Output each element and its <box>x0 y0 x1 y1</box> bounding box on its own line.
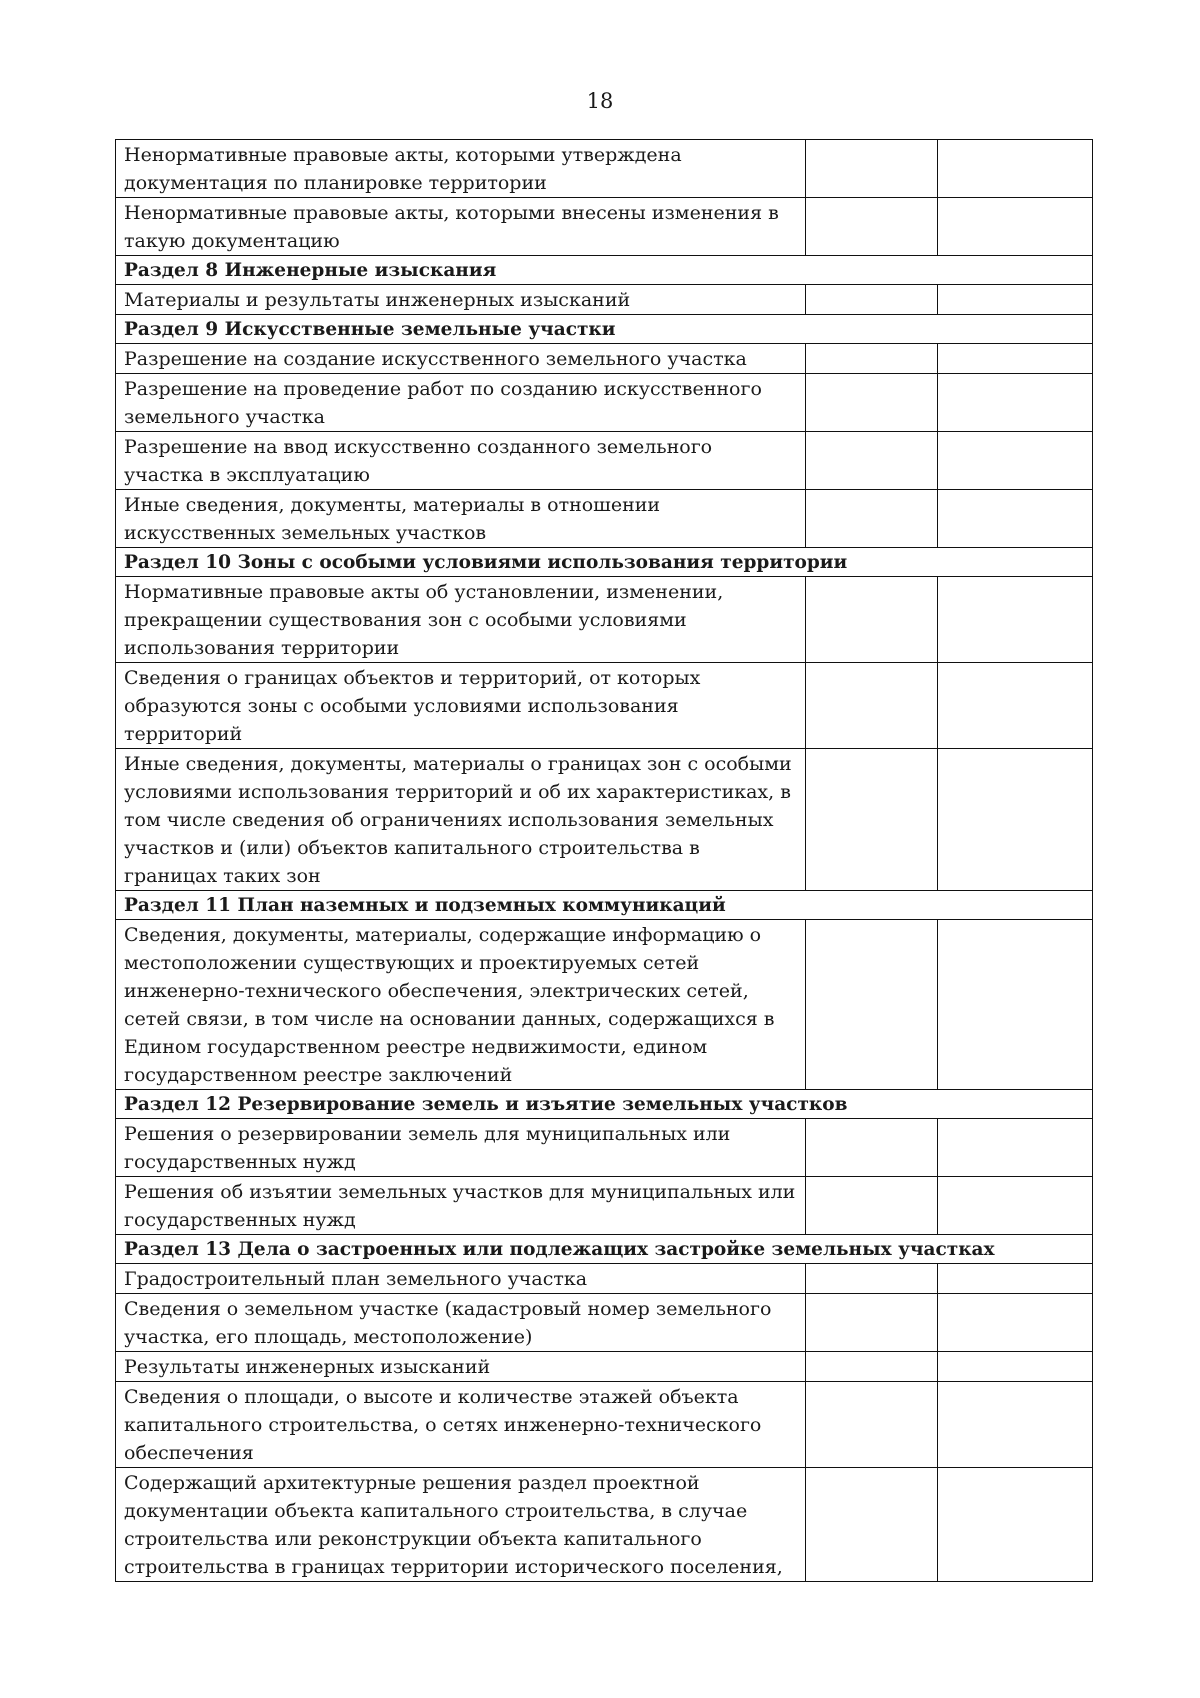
empty-cell <box>938 140 1093 198</box>
empty-cell <box>806 1264 938 1294</box>
section-header-row <box>116 1235 1093 1264</box>
empty-cell <box>806 1119 938 1177</box>
empty-cell <box>938 374 1093 432</box>
table-row <box>116 749 1093 891</box>
document-type-cell: Материалы и результаты инженерных изысканий <box>116 285 806 315</box>
document-type-cell: Ненормативные правовые акты, которыми внесены изменения в такую документацию <box>116 198 806 256</box>
table-row <box>116 577 1093 663</box>
document-type-cell: Сведения о границах объектов и территорий, от которых образуются зоны с особыми условиями использования территорий <box>116 663 806 749</box>
table-row <box>116 663 1093 749</box>
section-title: Раздел 10 Зоны с особыми условиями использования территории <box>116 548 1093 577</box>
page-number: 18 <box>586 89 614 113</box>
empty-cell <box>938 285 1093 315</box>
empty-cell <box>806 1294 938 1352</box>
empty-cell <box>938 344 1093 374</box>
empty-cell <box>806 374 938 432</box>
table-row <box>116 490 1093 548</box>
table-row <box>116 1352 1093 1382</box>
section-header-row <box>116 315 1093 344</box>
document-type-cell: Разрешение на проведение работ по созданию искусственного земельного участка <box>116 374 806 432</box>
empty-cell <box>806 920 938 1090</box>
document-table <box>115 139 1093 1582</box>
table-row <box>116 920 1093 1090</box>
table-row <box>116 344 1093 374</box>
empty-cell <box>938 577 1093 663</box>
empty-cell <box>938 198 1093 256</box>
empty-cell <box>938 432 1093 490</box>
empty-cell <box>938 1264 1093 1294</box>
empty-cell <box>938 920 1093 1090</box>
table-row <box>116 1119 1093 1177</box>
table-row <box>116 1468 1093 1582</box>
table-row <box>116 374 1093 432</box>
document-type-cell: Разрешение на ввод искусственно созданного земельного участка в эксплуатацию <box>116 432 806 490</box>
table-row <box>116 1382 1093 1468</box>
empty-cell <box>938 663 1093 749</box>
empty-cell <box>806 1352 938 1382</box>
empty-cell <box>806 198 938 256</box>
empty-cell <box>806 577 938 663</box>
empty-cell <box>806 285 938 315</box>
empty-cell <box>938 1294 1093 1352</box>
section-title: Раздел 13 Дела о застроенных или подлежащих застройке земельных участках <box>116 1235 1093 1264</box>
empty-cell <box>806 749 938 891</box>
section-header-row <box>116 1090 1093 1119</box>
section-header-row <box>116 548 1093 577</box>
document-type-cell: Сведения, документы, материалы, содержащие информацию о местоположении существующих и проектируемых сетей инженерно-технического обеспечения, электрических сетей, сетей связи, в том числе на основании данных, содержащихся в Едином государственном реестре недвижимости, едином государственном реестре заключений <box>116 920 806 1090</box>
table-row <box>116 1294 1093 1352</box>
table-row <box>116 198 1093 256</box>
empty-cell <box>938 1468 1093 1582</box>
empty-cell <box>806 490 938 548</box>
table-row <box>116 140 1093 198</box>
table-row <box>116 1177 1093 1235</box>
document-type-cell: Градостроительный план земельного участка <box>116 1264 806 1294</box>
document-type-cell: Ненормативные правовые акты, которыми утверждена документация по планировке территории <box>116 140 806 198</box>
empty-cell <box>806 1468 938 1582</box>
empty-cell <box>806 1382 938 1468</box>
section-title: Раздел 11 План наземных и подземных коммуникаций <box>116 891 1093 920</box>
empty-cell <box>938 749 1093 891</box>
document-type-cell: Сведения о площади, о высоте и количестве этажей объекта капитального строительства, о сетях инженерно-технического обеспечения <box>116 1382 806 1468</box>
empty-cell <box>938 490 1093 548</box>
document-type-cell: Результаты инженерных изысканий <box>116 1352 806 1382</box>
document-type-cell: Решения об изъятии земельных участков для муниципальных или государственных нужд <box>116 1177 806 1235</box>
document-type-cell: Содержащий архитектурные решения раздел проектной документации объекта капитального строительства, в случае строительства или реконструкции объекта капитального строительства в границах территории исторического поселения, <box>116 1468 806 1582</box>
document-type-cell: Иные сведения, документы, материалы в отношении искусственных земельных участков <box>116 490 806 548</box>
section-header-row <box>116 891 1093 920</box>
section-title: Раздел 9 Искусственные земельные участки <box>116 315 1093 344</box>
empty-cell <box>806 432 938 490</box>
empty-cell <box>806 140 938 198</box>
document-type-cell: Иные сведения, документы, материалы о границах зон с особыми условиями использования территорий и об их характеристиках, в том числе сведения об ограничениях использования земельных участков и (или) объектов капитального строительства в границах таких зон <box>116 749 806 891</box>
empty-cell <box>806 344 938 374</box>
document-type-cell: Нормативные правовые акты об установлении, изменении, прекращении существования зон с особыми условиями использования территории <box>116 577 806 663</box>
empty-cell <box>806 663 938 749</box>
empty-cell <box>938 1177 1093 1235</box>
table-row <box>116 432 1093 490</box>
section-header-row <box>116 256 1093 285</box>
document-type-cell: Разрешение на создание искусственного земельного участка <box>116 344 806 374</box>
section-title: Раздел 12 Резервирование земель и изъятие земельных участков <box>116 1090 1093 1119</box>
table-row <box>116 285 1093 315</box>
section-title: Раздел 8 Инженерные изыскания <box>116 256 1093 285</box>
empty-cell <box>938 1352 1093 1382</box>
table-row <box>116 1264 1093 1294</box>
empty-cell <box>806 1177 938 1235</box>
document-type-cell: Сведения о земельном участке (кадастровый номер земельного участка, его площадь, местоположение) <box>116 1294 806 1352</box>
document-type-cell: Решения о резервировании земель для муниципальных или государственных нужд <box>116 1119 806 1177</box>
empty-cell <box>938 1382 1093 1468</box>
empty-cell <box>938 1119 1093 1177</box>
